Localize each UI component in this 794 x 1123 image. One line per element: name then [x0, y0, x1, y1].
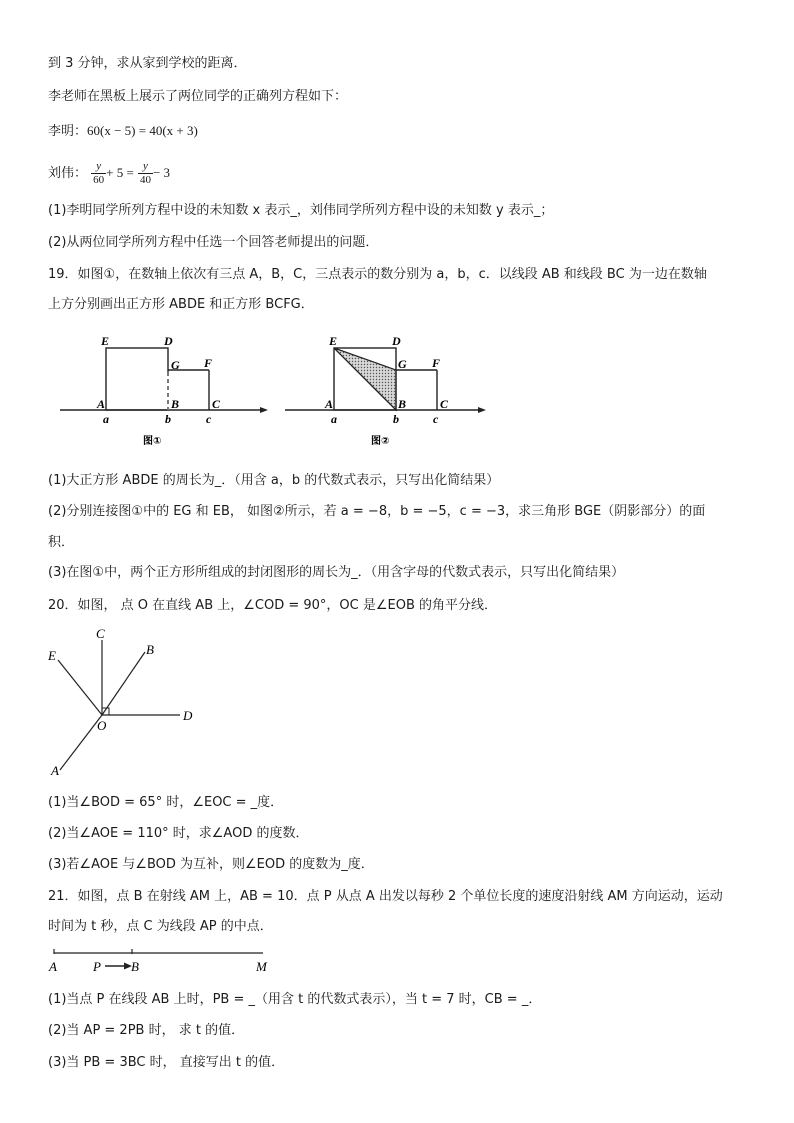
label-C-2: C — [440, 397, 449, 411]
q19-figures — [55, 330, 515, 455]
label-b-2: b — [393, 412, 399, 426]
label-D: D — [183, 708, 193, 723]
q21-ray-figure — [45, 945, 285, 981]
liuwei-label: 刘伟： — [48, 166, 88, 181]
label-E-2: E — [329, 334, 338, 348]
label-a-2: a — [331, 412, 337, 426]
q19-part2a: (2)分别连接图①中的 EG 和 EB， 如图②所示，若 a = −8，b = −5，c = −3，求三角形 BGE（阴影部分）的面 — [48, 504, 706, 519]
q18-liming-equation — [48, 122, 198, 141]
figure-1 — [60, 334, 268, 447]
label-c: c — [206, 412, 212, 426]
q19-line1: 19．如图①，在数轴上依次有三点 A，B，C，三点表示的数分别为 a，b，c．以线段 AB 和线段 BC 为一边在数轴 — [48, 267, 707, 282]
label-B-2: B — [398, 397, 407, 411]
label-a: a — [103, 412, 109, 426]
label-B: B — [146, 642, 154, 657]
figure-2 — [285, 334, 486, 447]
q18-part2: (2)从两位同学所列方程中任选一个回答老师提出的问题． — [48, 235, 379, 250]
q20-line1: 20．如图， 点 O 在直线 AB 上，∠COD = 90°，OC 是∠EOB 的角平分线． — [48, 598, 498, 613]
label-D: D — [164, 334, 173, 348]
q20-part1: (1)当∠BOD = 65° 时，∠EOC = _度． — [48, 795, 284, 810]
q21-line1: 21．如图，点 B 在射线 AM 上，AB = 10．点 P 从点 A 出发以每秒 2 个单位长度的速度沿射线 AM 方向运动，运动 — [48, 889, 723, 904]
label-C: C — [96, 626, 105, 641]
label-F-2: F — [432, 356, 441, 370]
label-O: O — [97, 718, 107, 733]
label-B: B — [131, 959, 139, 974]
q18-line2: 李老师在黑板上展示了两位同学的正确列方程如下： — [48, 89, 348, 104]
label-P: P — [93, 959, 101, 974]
label-E: E — [48, 648, 56, 663]
label-A: A — [97, 397, 106, 411]
q21-part2: (2)当 AP = 2PB 时， 求 t 的值． — [48, 1023, 245, 1038]
q19-line2: 上方分别画出正方形 ABDE 和正方形 BCFG． — [48, 297, 314, 312]
label-E: E — [101, 334, 110, 348]
caption-fig2: 图② — [371, 436, 390, 447]
liming-label: 李明： — [48, 124, 88, 139]
label-G: G — [171, 358, 180, 372]
label-G-2: G — [398, 357, 407, 371]
q20-part3: (3)若∠AOE 与∠BOD 为互补，则∠EOD 的度数为_度． — [48, 857, 374, 872]
liming-eq: 60(x − 5) = 40(x + 3) — [87, 123, 198, 138]
q19-part2b: 积． — [48, 535, 75, 550]
label-C: C — [212, 397, 221, 411]
label-D-2: D — [392, 334, 401, 348]
q21-part3: (3)当 PB = 3BC 时， 直接写出 t 的值． — [48, 1055, 285, 1070]
label-b: b — [165, 412, 171, 426]
label-B: B — [171, 397, 180, 411]
label-M: M — [256, 959, 267, 974]
label-F: F — [204, 356, 213, 370]
q18-part1: (1)李明同学所列方程中设的未知数 x 表示_，刘伟同学所列方程中设的未知数 y 表示_； — [48, 203, 554, 218]
fraction-y-40: $\frac{y}{40}$ — [139, 160, 151, 186]
q18-liuwei-equation — [48, 158, 170, 189]
label-c-2: c — [433, 412, 439, 426]
q21-part1: (1)当点 P 在线段 AB 上时，PB = _（用含 t 的代数式表示），当 t = 7 时，CB = _． — [48, 992, 542, 1007]
q20-part2: (2)当∠AOE = 110° 时，求∠AOD 的度数． — [48, 826, 309, 841]
q21-line2: 时间为 t 秒，点 C 为线段 AP 的中点． — [48, 919, 273, 934]
liuwei-mid: + 5 = — [106, 165, 134, 180]
q19-part1: (1)大正方形 ABDE 的周长为_．（用含 a，b 的代数式表示，只写出化简结果） — [48, 473, 500, 488]
liuwei-tail: − 3 — [152, 165, 171, 180]
label-A: A — [51, 763, 59, 778]
caption-fig1: 图① — [143, 436, 162, 447]
q19-part3: (3)在图①中，两个正方形所组成的封闭图形的周长为_．（用含字母的代数式表示，只写出化简结果） — [48, 565, 625, 580]
label-A-2: A — [325, 397, 334, 411]
q20-angle-figure — [45, 622, 215, 782]
label-A: A — [49, 959, 57, 974]
q18-line1: 到 3 分钟，求从家到学校的距离． — [48, 56, 247, 71]
fraction-y-60: $\frac{y}{60}$ — [93, 160, 105, 186]
